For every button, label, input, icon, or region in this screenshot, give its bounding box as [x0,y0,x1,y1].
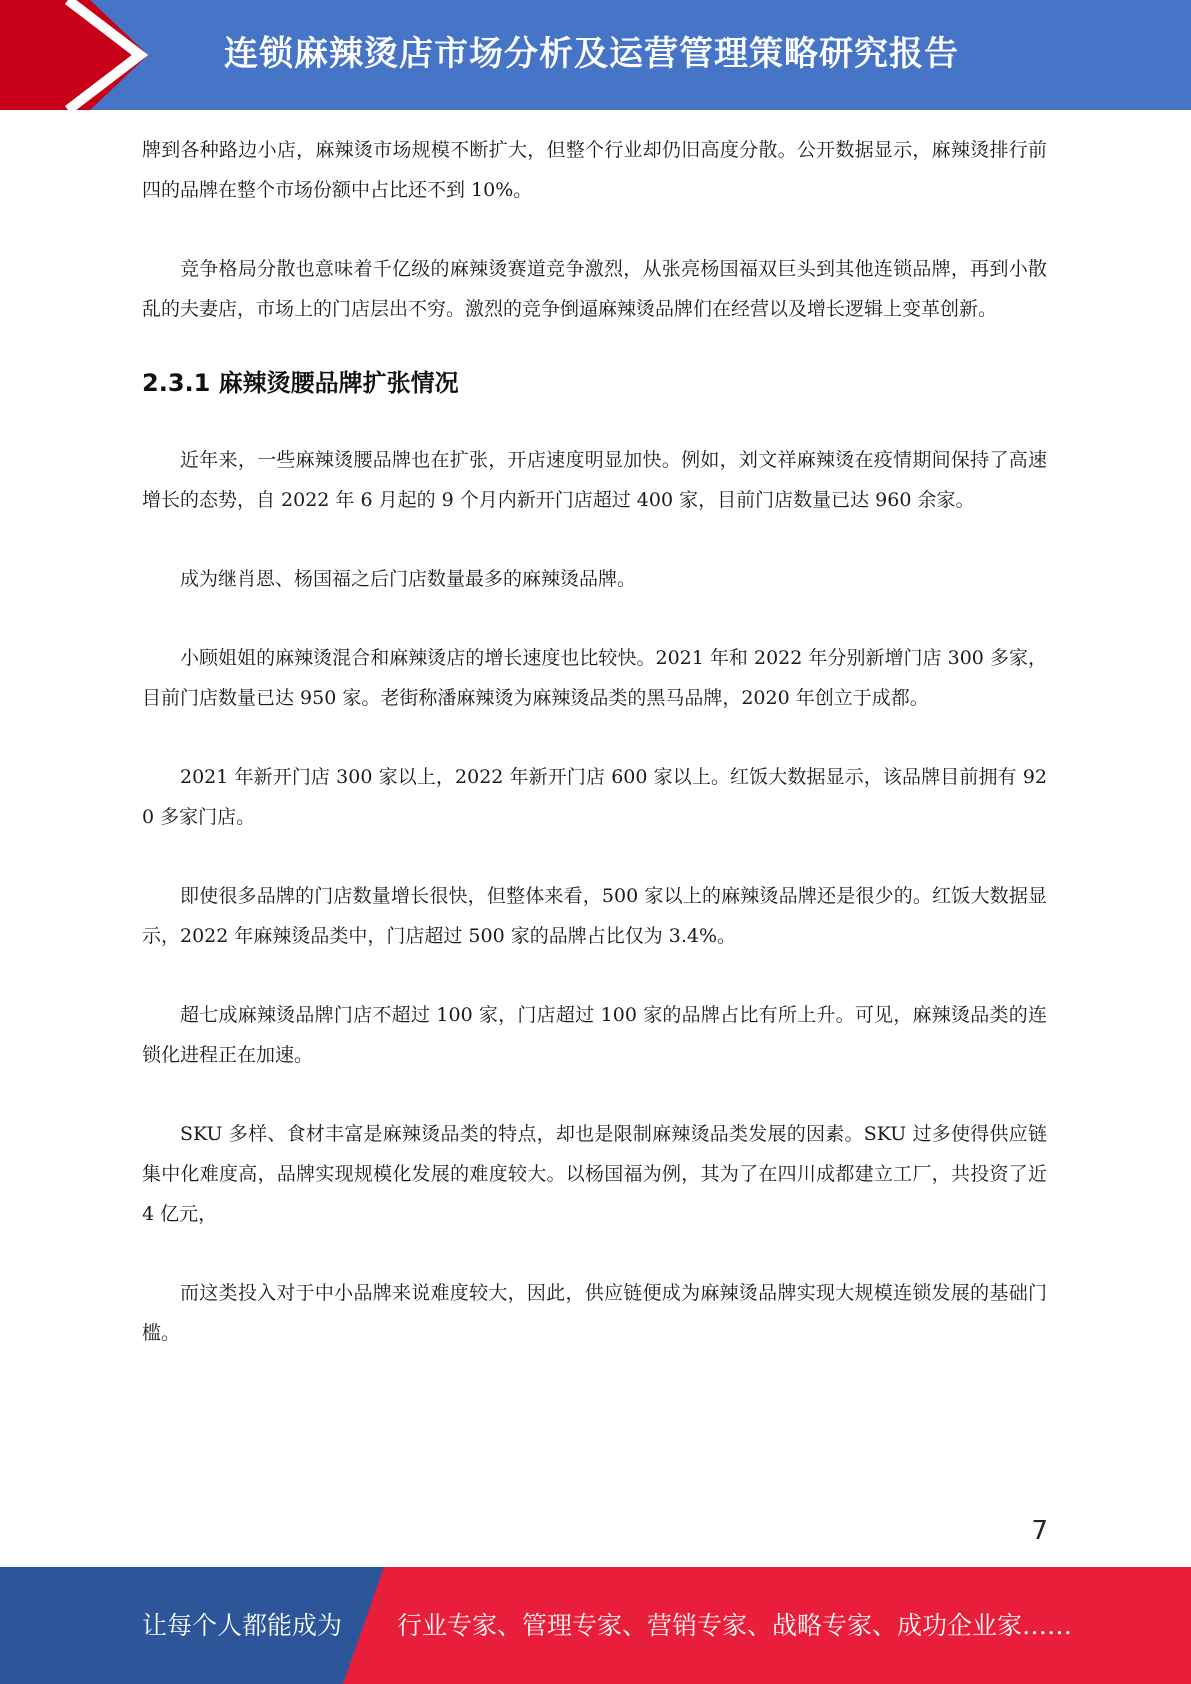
section-heading: 2.3.1 麻辣烫腰品牌扩张情况 [142,369,459,397]
body-paragraph: 而这类投入对于中小品牌来说难度较大，因此，供应链便成为麻辣烫品牌实现大规模连锁发展的基础门槛。 [142,1282,1047,1344]
body-paragraph: SKU 多样、食材丰富是麻辣烫品类的特点，却也是限制麻辣烫品类发展的因素。SKU 过多使得供应链集中化难度高，品牌实现规模化发展的难度较大。以杨国福为例，其为了在四川成都建立工厂，共投资了近 4 亿元， [142,1123,1047,1225]
body-paragraph: 成为继肖恩、杨国福之后门店数量最多的麻辣烫品牌。 [180,568,637,590]
footer-slogan-right: 行业专家、管理专家、营销专家、战略专家、成功企业家…… [397,1611,1073,1640]
body-paragraph: 牌到各种路边小店，麻辣烫市场规模不断扩大，但整个行业却仍旧高度分散。公开数据显示，麻辣烫排行前四的品牌在整个市场份额中占比还不到 10%。 [142,139,1047,201]
body-paragraph: 超七成麻辣烫品牌门店不超过 100 家，门店超过 100 家的品牌占比有所上升。可见，麻辣烫品类的连锁化进程正在加速。 [142,1004,1047,1066]
body-paragraph: 即使很多品牌的门店数量增长很快，但整体来看，500 家以上的麻辣烫品牌还是很少的。红饭大数据显示，2022 年麻辣烫品类中，门店超过 500 家的品牌占比仅为 3.4%。 [142,885,1047,947]
page-footer [0,1567,1191,1684]
body-paragraph: 竞争格局分散也意味着千亿级的麻辣烫赛道竞争激烈，从张亮杨国福双巨头到其他连锁品牌，再到小散乱的夫妻店，市场上的门店层出不穷。激烈的竞争倒逼麻辣烫品牌们在经营以及增长逻辑上变革创新。 [142,258,1047,320]
report-title: 连锁麻辣烫店市场分析及运营管理策略研究报告 [224,34,959,74]
body-paragraph: 小顾姐姐的麻辣烫混合和麻辣烫店的增长速度也比较快。2021 年和 2022 年分别新增门店 300 多家，目前门店数量已达 950 家。老街称潘麻辣烫为麻辣烫品类的黑马品牌，2020 年创立于成都。 [142,647,1047,709]
page-number: 7 [1031,1516,1048,1546]
body-paragraph: 2021 年新开门店 300 家以上，2022 年新开门店 600 家以上。红饭大数据显示，该品牌目前拥有 920 多家门店。 [142,766,1047,828]
page-header [0,0,1191,110]
main-content [142,130,1047,1353]
body-paragraph: 近年来，一些麻辣烫腰品牌也在扩张，开店速度明显加快。例如，刘文祥麻辣烫在疫情期间保持了高速增长的态势，自 2022 年 6 月起的 9 个月内新开门店超过 400 家，目前门店数量已达 960 余家。 [142,449,1047,511]
header-arrow-graphic [0,0,160,110]
footer-slogan-left: 让每个人都能成为 [142,1611,343,1640]
